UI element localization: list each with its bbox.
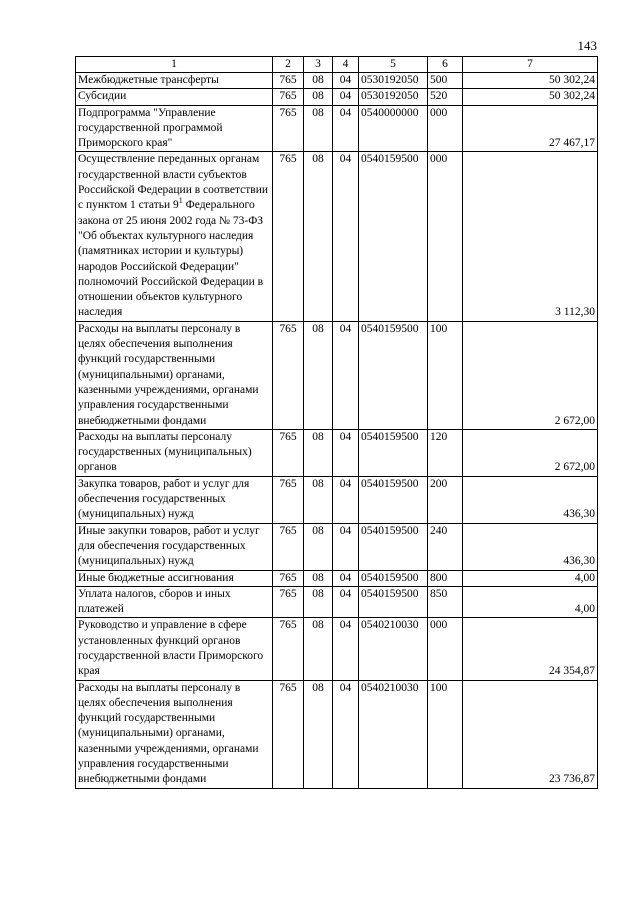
row-name-superscript: 1 [178,196,183,206]
row-name: Закупка товаров, работ и услуг для обеспечения государственных (муниципальных) нужд [76,476,273,523]
row-name: Подпрограмма "Управление государственной программой Приморского края" [76,105,273,152]
row-subsection-code: 04 [333,321,359,429]
table-row [76,152,598,321]
row-section-code: 08 [304,73,333,89]
row-target-code: 0540000000 [359,105,428,152]
row-name: Руководство и управление в сфере установленных функций органов государственной власти Приморского края [76,618,273,680]
row-amount: 23 736,87 [463,680,598,788]
row-ministry-code: 765 [273,680,304,788]
row-target-code: 0540159500 [359,586,428,618]
row-target-code: 0540159500 [359,570,428,586]
table-row [76,105,598,152]
row-expense-type: 500 [428,73,463,89]
row-name: Субсидии [76,89,273,105]
row-amount: 50 302,24 [463,89,598,105]
table-row [76,73,598,89]
row-ministry-code: 765 [273,570,304,586]
row-section-code: 08 [304,105,333,152]
row-name: Расходы на выплаты персоналу в целях обеспечения выполнения функций государственными (муниципальными) органами, казенными учреждениями, органами управления государственными внебюджетными фондами [76,680,273,788]
row-ministry-code: 765 [273,152,304,321]
row-section-code: 08 [304,618,333,680]
row-name-part: Осуществление переданных органам государственной власти субъектов Российской Федерации в соответствии с пунктом 1 статьи 9 [78,153,269,212]
column-header: 4 [333,57,359,73]
row-section-code: 08 [304,429,333,476]
row-subsection-code: 04 [333,523,359,570]
row-amount: 2 672,00 [463,321,598,429]
table-row [76,321,598,429]
row-expense-type: 240 [428,523,463,570]
table-row [76,618,598,680]
row-ministry-code: 765 [273,105,304,152]
table-row [76,476,598,523]
row-amount: 436,30 [463,523,598,570]
column-header: 3 [304,57,333,73]
row-subsection-code: 04 [333,570,359,586]
row-target-code: 0540159500 [359,429,428,476]
row-subsection-code: 04 [333,586,359,618]
row-ministry-code: 765 [273,73,304,89]
row-subsection-code: 04 [333,476,359,523]
row-expense-type: 000 [428,105,463,152]
row-section-code: 08 [304,523,333,570]
row-section-code: 08 [304,586,333,618]
row-section-code: 08 [304,476,333,523]
row-ministry-code: 765 [273,89,304,105]
row-ministry-code: 765 [273,321,304,429]
row-name-part: Федерального закона от 25 июня 2002 года № 73-ФЗ "Об объектах культурного наследия (памятниках истории и культуры) народов Российской Федерации" полномочий Российской Федерации в отношении объектов культурного наследия [78,199,264,319]
row-subsection-code: 04 [333,680,359,788]
row-subsection-code: 04 [333,429,359,476]
row-expense-type: 100 [428,321,463,429]
row-subsection-code: 04 [333,152,359,321]
row-target-code: 0540210030 [359,618,428,680]
row-ministry-code: 765 [273,618,304,680]
header-row [76,57,598,73]
row-name: Уплата налогов, сборов и иных платежей [76,586,273,618]
row-name: Иные бюджетные ассигнования [76,570,273,586]
row-ministry-code: 765 [273,523,304,570]
row-expense-type: 520 [428,89,463,105]
column-header: 5 [359,57,428,73]
row-target-code: 0530192050 [359,73,428,89]
row-amount: 24 354,87 [463,618,598,680]
row-name: Расходы на выплаты персоналу в целях обеспечения выполнения функций государственными (муниципальными) органами, казенными учреждениями, органами управления государственными внебюджетными фондами [76,321,273,429]
row-section-code: 08 [304,321,333,429]
row-target-code: 0530192050 [359,89,428,105]
row-expense-type: 800 [428,570,463,586]
table-row [76,586,598,618]
row-section-code: 08 [304,152,333,321]
row-expense-type: 100 [428,680,463,788]
table-row [76,570,598,586]
table-row [76,680,598,788]
row-target-code: 0540159500 [359,321,428,429]
column-header: 6 [428,57,463,73]
row-ministry-code: 765 [273,586,304,618]
row-expense-type: 000 [428,618,463,680]
row-subsection-code: 04 [333,89,359,105]
row-expense-type: 850 [428,586,463,618]
table-row [76,429,598,476]
row-section-code: 08 [304,89,333,105]
column-header: 2 [273,57,304,73]
row-ministry-code: 765 [273,476,304,523]
row-amount: 3 112,30 [463,152,598,321]
row-expense-type: 200 [428,476,463,523]
row-subsection-code: 04 [333,618,359,680]
row-expense-type: 120 [428,429,463,476]
row-target-code: 0540159500 [359,523,428,570]
row-target-code: 0540159500 [359,476,428,523]
row-subsection-code: 04 [333,73,359,89]
column-header: 1 [76,57,273,73]
row-amount: 50 302,24 [463,73,598,89]
row-name: Расходы на выплаты персоналу государственных (муниципальных) органов [76,429,273,476]
page-number: 143 [577,38,597,53]
row-section-code: 08 [304,680,333,788]
row-expense-type: 000 [428,152,463,321]
row-target-code: 0540210030 [359,680,428,788]
row-amount: 27 467,17 [463,105,598,152]
row-ministry-code: 765 [273,429,304,476]
row-subsection-code: 04 [333,105,359,152]
row-amount: 436,30 [463,476,598,523]
row-amount: 4,00 [463,586,598,618]
row-name: Иные закупки товаров, работ и услуг для обеспечения государственных (муниципальных) нужд [76,523,273,570]
table-row [76,89,598,105]
column-header: 7 [463,57,598,73]
row-section-code: 08 [304,570,333,586]
table-row [76,523,598,570]
budget-table [75,56,598,789]
row-name [76,152,273,321]
row-name: Межбюджетные трансферты [76,73,273,89]
row-target-code: 0540159500 [359,152,428,321]
row-amount: 2 672,00 [463,429,598,476]
row-amount: 4,00 [463,570,598,586]
